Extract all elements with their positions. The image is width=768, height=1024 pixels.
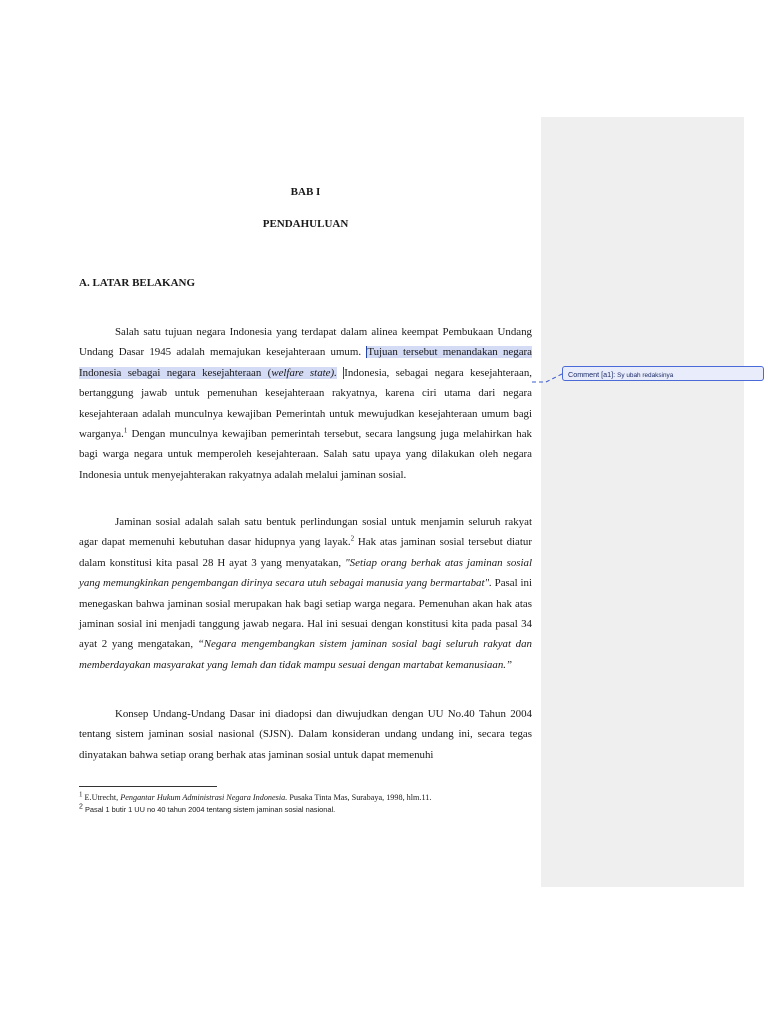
footnote-2: $^2$ Pasal 1 butir 1 UU no 40 tahun 2004 tentang sistem jaminan sosial nasional. — [79, 803, 336, 814]
p1-sentence-1: Salah satu tujuan negara Indonesia yang terdapat dalam alinea keempat Pembukaan Undang Undang Dasar 1945 adalah memajukan kesejahteraan umum. — [79, 326, 532, 359]
section-title: A. LATAR BELAKANG — [79, 277, 196, 289]
paragraph-3 — [79, 704, 532, 765]
chapter-heading: BAB I — [290, 186, 321, 198]
p1-sentence-2: Indonesia, sebagai negara kesejahteraan, bertanggung jawab untuk pemenuhan kesejahteraan rakyatnya, karena ciri utama dari negara kesejahteraan adalah munculnya kewajiban Pemerintah untuk mewujudkan kesejahteraan umum bagi warganya. — [79, 366, 532, 441]
paragraph-1 — [79, 322, 532, 485]
p2-quote-2: “Negara mengembangkan sistem jaminan sosial bagi seluruh rakyat dan memberdayakan masyarakat yang lemah dan tidak mampu sesuai dengan martabat kemanusiaan.” — [79, 638, 533, 671]
p3-text: Konsep Undang-Undang Dasar ini diadopsi dan diwujudkan dengan UU No.40 Tahun 2004 tentang sistem jaminan sosial nasional (SJSN). Dalam konsideran undang undang ini, secara tegas dinyatakan bahwa setiap orang berhak atas jaminan sosial untuk dapat memenuhi — [79, 708, 532, 761]
comment-text: Sy ubah redaksinya — [617, 372, 674, 379]
paragraph-2 — [79, 512, 532, 675]
p2-sentence-2: Hak atas jaminan sosial tersebut diatur dalam konstitusi kita pasal 28 H ayat 3 yang menyatakan, — [79, 536, 532, 569]
chapter-title: PENDAHULUAN — [262, 218, 349, 230]
footnote-ref-2[interactable]: 2 — [350, 534, 355, 543]
footnote-1: $^1$ E.Utrecht, Pengantar Hukum Administrasi Negara Indonesia. Pusaka Tinta Mas, Surabaya, 1998, hlm.11. — [79, 790, 432, 802]
highlighted-text[interactable]: Tujuan tersebut menandakan negara Indonesia sebagai negara kesejahteraan (welfare state). — [79, 346, 532, 379]
comment-margin-pane — [541, 117, 744, 887]
p2-sentence-3: Pasal ini menegaskan bahwa jaminan sosial merupakan hak bagi setiap warga negara. Pemenuhan akan hak atas jaminan sosial ini menjadi tanggung jawab negara. Hal ini sesuai dengan konstitusi kita pada pasal 34 ayat 2 yang mengatakan, — [79, 577, 532, 651]
comment-label: Comment [a1]: — [568, 370, 616, 379]
comment-balloon[interactable] — [562, 366, 764, 381]
p1-sentence-3: Dengan munculnya kewajiban pemerintah tersebut, secara langsung juga melahirkan hak bagi warga negara untuk memperoleh kesejahteraan. Salah satu upaya yang dilakukan oleh negara Indonesia untuk menyejahterakan rakyatnya adalah melalui jaminan sosial. — [79, 428, 532, 481]
footnote-separator — [79, 786, 217, 787]
p2-quote-1: "Setiap orang berhak atas jaminan sosial yang memungkinkan pengembangan dirinya secara utuh sebagai manusia yang bermartabat". — [79, 556, 533, 590]
footnote-ref-1[interactable]: 1 — [123, 426, 128, 435]
p2-sentence-1: Jaminan sosial adalah salah satu bentuk perlindungan sosial untuk menjamin seluruh rakyat agar dapat memenuhi kebutuhan dasar hidupnya yang layak. — [79, 516, 532, 549]
